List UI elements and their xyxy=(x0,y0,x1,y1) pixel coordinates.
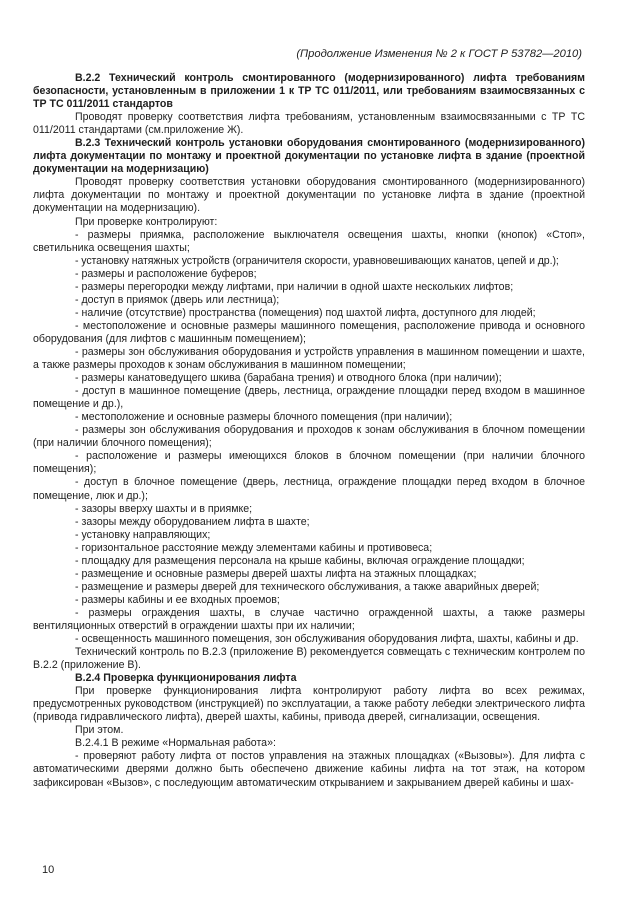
document-body xyxy=(33,72,585,790)
list-item: - проверяют работу лифта от постов управления на этажных площадках («Вызовы»). Для лифта с автоматическими дверями должно быть обеспечено движение кабины лифта на тот этаж, на котором зафиксирован «Вызов», с последующим автоматическим открыванием и закрыванием дверей кабины и шах- xyxy=(33,750,585,789)
list-item: - доступ в приямок (дверь или лестница); xyxy=(75,293,280,306)
list-item: - размещение и основные размеры дверей шахты лифта на этажных площадках; xyxy=(75,567,477,580)
paragraph: При этом. xyxy=(75,724,124,737)
list-item: - установку направляющих; xyxy=(75,528,211,541)
list-item: - доступ в машинное помещение (дверь, лестница, ограждение площадки перед входом в машинное помещение и др.), xyxy=(33,385,585,411)
paragraph: Проводят проверку соответствия установки оборудования смонтированного (модернизированного) лифта документации по монтажу и проектной документации по установке лифта в здание (проектной документации на модернизацию). xyxy=(33,176,585,215)
list-item: - установку натяжных устройств (ограничителя скорости, уравновешивающих канатов, цепей и др.); xyxy=(75,254,559,267)
paragraph: Технический контроль по В.2.3 (приложение В) рекомендуется совмещать с техническим контролем по В.2.2 (приложение В). xyxy=(33,646,585,672)
list-item: - размеры перегородки между лифтами, при наличии в одной шахте нескольких лифтов; xyxy=(75,280,514,293)
list-item: - горизонтальное расстояние между элементами кабины и противовеса; xyxy=(75,541,433,554)
page-number: 10 xyxy=(42,864,55,876)
list-item: - размеры кабины и ее входных проемов; xyxy=(75,593,280,606)
list-item: - местоположение и основные размеры машинного помещения, расположение привода и основного оборудования (для лифтов с машинным помещением); xyxy=(33,319,585,345)
list-item: - площадку для размещения персонала на крыше кабины, включая ограждение площадки; xyxy=(75,554,525,567)
list-item: - доступ в блочное помещение (дверь, лестница, ограждение площадки перед входом в блочное помещение, люк и др.); xyxy=(33,476,585,502)
paragraph: При проверке функционирования лифта контролируют работу лифта во всех режимах, предусмотренных руководством (инструкцией) по эксплуатации, а также работу лебедки электрического лифта (привода гидравлического лифта), дверей шахты, кабины, привода дверей, сигнализации, освещения. xyxy=(33,685,585,724)
list-item: - зазоры между оборудованием лифта в шахте; xyxy=(75,515,310,528)
section-heading-b-2-2: В.2.2 Технический контроль смонтированного (модернизированного) лифта требованиям безопасности, установленным в приложении 1 к ТР ТС 011/2011, или требованиям взаимосвязанных с ТР ТС 011/2011 стандартов xyxy=(33,72,585,111)
paragraph: При проверке контролируют: xyxy=(75,215,218,228)
list-item: - освещенность машинного помещения, зон обслуживания оборудования лифта, шахты, кабины и др. xyxy=(75,633,579,646)
subsection-heading-b-2-4-1: В.2.4.1 В режиме «Нормальная работа»: xyxy=(75,737,276,750)
paragraph: Проводят проверку соответствия лифта требованиям, установленным взаимосвязанными с ТР ТС 011/2011 стандартами (см.приложение Ж). xyxy=(33,111,585,137)
list-item: - зазоры вверху шахты и в приямке; xyxy=(75,502,253,515)
list-item: - размеры приямка, расположение выключателя освещения шахты, кнопки (кнопок) «Стоп», светильника освещения шахты; xyxy=(33,228,585,254)
list-item: - наличие (отсутствие) пространства (помещения) под шахтой лифта, доступного для людей; xyxy=(75,306,536,319)
list-item: - размеры зон обслуживания оборудования и проходов к зонам обслуживания в блочном помещении (при наличии блочного помещения); xyxy=(33,424,585,450)
list-item: - размеры канатоведущего шкива (барабана трения) и отводного блока (при наличии); xyxy=(75,372,502,385)
running-header: (Продолжение Изменения № 2 к ГОСТ Р 53782—2010) xyxy=(296,48,582,60)
list-item: - местоположение и основные размеры блочного помещения (при наличии); xyxy=(75,411,453,424)
section-heading-b-2-4: В.2.4 Проверка функционирования лифта xyxy=(75,672,297,685)
list-item: - расположение и размеры имеющихся блоков в блочном помещении (при наличии блочного помещения); xyxy=(33,450,585,476)
section-heading-b-2-3: В.2.3 Технический контроль установки оборудования смонтированного (модернизированного) лифта документации по монтажу и проектной документации по установке лифта в здание (проектной документации на модернизацию) xyxy=(33,137,585,176)
list-item: - размеры зон обслуживания оборудования и устройств управления в машинном помещении и шахте, а также размеры проходов к зонам обслуживания в машинном помещении; xyxy=(33,345,585,372)
list-item: - размеры и расположение буферов; xyxy=(75,267,257,280)
list-item: - размеры ограждения шахты, в случае частично огражденной шахты, а также размеры вентиляционных отверстий в ограждении шахты при их наличии; xyxy=(33,606,585,632)
list-item: - размещение и размеры дверей для технического обслуживания, а также аварийных дверей; xyxy=(75,580,540,593)
